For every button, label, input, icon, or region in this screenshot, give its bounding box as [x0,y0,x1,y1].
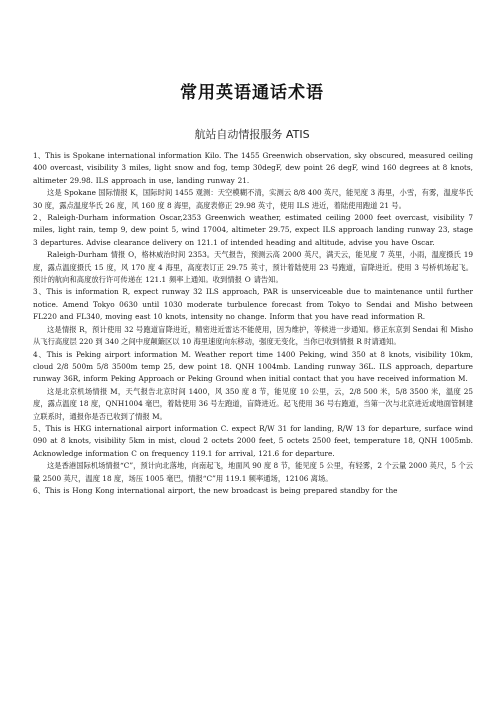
paragraph-1-chinese: 这是 Spokane 国际情报 K，国际时间 1455 观测：天空模糊不清，实测云 8/8 400 英尺，能见度 3 海里，小雪，有雾，温度华氏 30 度，露点温度华氏 26 度，风 160 度 8 海里，高度表修正 29.98 英寸，使用 ILS 进近，着陆使用跑道 21 号。 [33,188,473,210]
paragraph-1-english: 1、This is Spokane international information Kilo. The 1455 Greenwich observation, sky obscured, measured ceiling 400 overcast, visibility 3 miles, light snow and fog, temp 30degF, dew point 26 degF, wind 160 degrees at 8 knots, altimeter 29.98. ILS approach in use, landing runway 21. [33,151,473,185]
paragraph-4-english: 4、This is Peking airport information M. Weather report time 1400 Peking, wind 350 at 8 knots, visibility 10km, cloud 2/8 500m 5/8 3500m temp 25, dew point 18. QNH 1004mb. Landing runway 36L. ILS approach, departure runway 36R, inform Peking Approach or Peking Ground when initial contact that you have received information M. [33,349,473,384]
paragraph-6-english: 6、This is Hong Kong international airport, the new broadcast is being prepared standby for the [33,485,398,495]
paragraph-5-chinese: 这是香港国际机场情报“C”，预计向北落地，向南起飞，地面风 90 度 8 节，能见度 5 公里，有轻雾，2 个云量 2000 英尺，5 个云量 2500 英尺，温度 18 度，场压 1005 毫巴，情报“C”用 119.1 频率通场，12106 离场。 [33,461,473,483]
paragraph-3-chinese: 这是情报 R，预计使用 32 号跑道盲降进近，精密进近雷达不能使用，因为维护，等候进一步通知。修正东京到 Sendai 和 Misho 从飞行高度层 220 到 340 之间中度颠簸区以 10 海里速度向东移动，强度无变化，当你已收到情报 R 时请通知。 [33,324,473,347]
page-title: 常用英语通话术语 [180,83,324,103]
paragraph-4-chinese: 这是北京机场情报 M，天气报告北京时间 1400，风 350 度 8 节，能见度 10 公里，云，2/8 500 米，5/8 3500 米，温度 25 度，露点温度 18 度，QNH1004 毫巴，着陆使用 36 号左跑道，盲降进近。起飞使用 36 号右跑道，当第一次与北京进近或地面管制建立联系时，通报你是否已收到了情报 M。 [33,386,473,421]
paragraph-2-chinese: Raleigh-Durham 情报 O，格林威治时间 2353。天气报告，预测云高 2000 英尺，满天云，能见度 7 英里，小雨，温度摄氏 19 度，露点温度摄氏 15 度，风 170 度 4 海里，高度表订正 29.75 英寸，预计着陆使用 23 号跑道，盲降进近。使用 3 号桥机场起飞。预计的航向和高度放行许可传递在 121.1 频率上通知。收到情报 O 请告知。 [33,250,473,285]
document-body [33,150,473,497]
paragraph-3-english: 3、This is information R, expect runway 32 ILS approach, PAR is unserviceable due to maintenance until further notice. Amend Tokyo 0630 until 1030 moderate turbulence forecast from Tokyo to Sendai and Misho between FL220 and FL340, moving east 10 knots, intensity no change. Inform that you have read information R. [33,287,473,322]
paragraph-2-english: 2、Raleigh-Durham information Oscar,2353 Greenwich weather, estimated ceiling 2000 feet overcast, visibility 7 miles, light rain, temp 9, dew point 5, wind 17004, altimeter 29.75, expect ILS approach landing runway 23, stage 3 departures. Advise clearance delivery on 121.1 of intended heading and altitude, advise you have Oscar. [33,213,473,247]
paragraph-5-english: 5、This is HKG international airport information C. expect R/W 31 for landing, R/W 13 for departure, surface wind 090 at 8 knots, visibility 5km in mist, cloud 2 octets 2000 feet, 5 octets 2500 feet, temperature 18, QNH 1005mb. Acknowledge information C on frequency 119.1 for arrival, 121.6 for departure. [33,423,473,458]
page-subtitle: 航站自动情报服务 ATIS [194,128,310,141]
